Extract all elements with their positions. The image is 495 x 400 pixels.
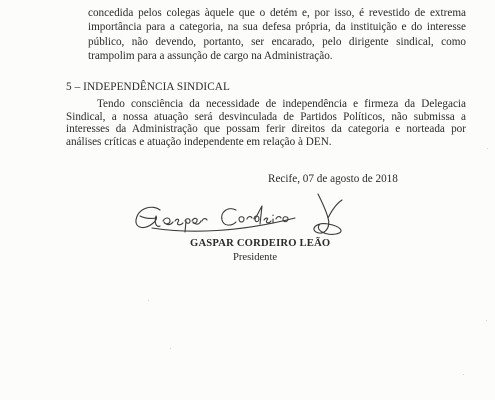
paper-speck xyxy=(463,374,464,375)
paper-speck xyxy=(148,300,149,301)
date-line: Recife, 07 de agosto de 2018 xyxy=(268,173,398,185)
intro-paragraph: concedida pelos colegas àquele que o detém e, por isso, é revestido de extrema importância para a categoria, na sua defesa própria, da instituição e do interesse público, não devendo, portanto, ser encarado, pelo dirigente sindical, como trampolim para a assunção de cargo na Administração. xyxy=(88,7,466,63)
signer-role: Presidente xyxy=(233,252,278,263)
section-body: Tendo consciência da necessidade de independência e firmeza da Delegacia Sindical, a nossa atuação será desvinculada de Partidos Políticos, não submissa a interesses da Administração que possam ferir direitos da categoria e norteada por análises críticas e atuação independente em relação à DEN. xyxy=(66,98,466,148)
paper-speck xyxy=(486,320,487,321)
signer-name: GASPAR CORDEIRO LEÃO xyxy=(190,238,331,249)
paper-speck xyxy=(487,148,488,149)
section-heading: 5 – INDEPENDÊNCIA SINDICAL xyxy=(66,81,230,93)
paper-speck xyxy=(170,348,171,349)
